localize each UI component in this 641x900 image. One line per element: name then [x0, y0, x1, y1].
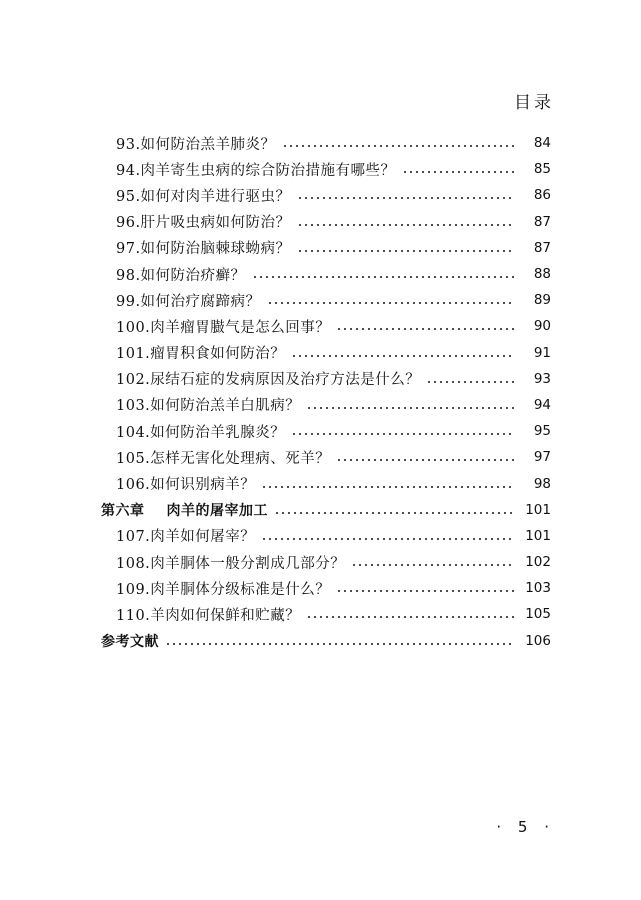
toc-entry-text: 109.肉羊胴体分级标准是什么？ [116, 581, 331, 598]
toc-page-number: 95 [533, 423, 551, 440]
dot-leader [351, 564, 515, 566]
page-number: · 5 · [496, 818, 555, 836]
dot-leader [336, 328, 515, 330]
dot-leader [267, 302, 515, 304]
toc-entry-title [101, 631, 159, 651]
dot-leader [336, 590, 515, 592]
toc-entry-row[interactable] [101, 261, 551, 287]
toc-entry-row[interactable] [101, 130, 551, 156]
dot-leader [297, 197, 515, 199]
toc-page-number: 87 [533, 239, 551, 256]
toc-page-number: 103 [525, 580, 551, 597]
toc-page-number: 97 [533, 449, 551, 466]
toc-entry-text: 93.如何防治羔羊肺炎？ [116, 136, 276, 153]
toc-page-number: 84 [533, 135, 551, 152]
toc-entry-text: 99.如何治疗腐蹄病？ [116, 293, 261, 310]
toc-entry-text: 103.如何防治羔羊白肌病？ [116, 398, 301, 415]
toc-entry-title [116, 421, 285, 442]
toc-entry-title [116, 473, 255, 494]
toc-entry-row[interactable] [101, 235, 551, 261]
toc-entry-title [116, 211, 291, 232]
dot-leader [261, 486, 515, 488]
toc-entry-title [116, 264, 246, 285]
toc-entry-text: 97.如何防治脑棘球蚴病？ [116, 241, 291, 258]
toc-page-number: 101 [525, 501, 551, 518]
toc-entry-row[interactable] [101, 182, 551, 208]
chapter-label: 第六章 [101, 502, 145, 519]
toc-entry-row[interactable] [101, 523, 551, 549]
dot-leader [306, 616, 515, 618]
toc-entry-text: 107.肉羊如何屠宰？ [116, 529, 256, 546]
toc-page-number: 106 [525, 632, 551, 649]
toc-entry-title [116, 316, 330, 337]
dot-leader [291, 433, 515, 435]
dot-leader [291, 355, 515, 357]
page-header-title: 目录 [514, 93, 554, 113]
table-of-contents [101, 130, 551, 654]
toc-entry-title [116, 394, 300, 415]
toc-entry-row[interactable] [101, 366, 551, 392]
toc-entry-title [116, 342, 285, 363]
toc-page-number: 88 [533, 266, 551, 283]
dot-leader [402, 171, 515, 173]
toc-chapter-row[interactable] [101, 628, 551, 654]
toc-entry-text: 108.肉羊胴体一般分割成几部分？ [116, 555, 346, 572]
toc-entry-title [116, 237, 291, 258]
toc-entry-row[interactable] [101, 601, 551, 627]
toc-entry-title [116, 290, 261, 311]
toc-entry-text: 106.如何识别病羊？ [116, 477, 256, 494]
dot-leader [261, 538, 515, 540]
toc-entry-text: 94.肉羊寄生虫病的综合防治措施有哪些？ [116, 162, 396, 179]
toc-entry-text: 110.羊肉如何保鲜和贮藏？ [116, 607, 301, 624]
toc-entry-row[interactable] [101, 156, 551, 182]
toc-page-number: 85 [533, 161, 551, 178]
toc-entry-title [116, 578, 330, 599]
toc-entry-text: 101.瘤胃积食如何防治？ [116, 346, 286, 363]
dot-leader [165, 643, 515, 645]
toc-page-number: 102 [525, 554, 551, 571]
toc-entry-text: 104.如何防治羊乳腺炎？ [116, 424, 286, 441]
toc-entry-title [116, 368, 420, 389]
toc-page-number: 86 [533, 187, 551, 204]
dot-leader [282, 145, 515, 147]
toc-page-number: 89 [533, 292, 551, 309]
toc-entry-text: 肉羊的屠宰加工 [166, 502, 268, 519]
toc-chapter-row[interactable] [101, 497, 551, 523]
toc-entry-row[interactable] [101, 444, 551, 470]
toc-page-number: 87 [533, 213, 551, 230]
toc-entry-row[interactable] [101, 418, 551, 444]
dot-leader [297, 250, 515, 252]
toc-entry-row[interactable] [101, 313, 551, 339]
toc-page-number: 91 [533, 344, 551, 361]
toc-entry-title [116, 604, 300, 625]
toc-entry-title [116, 133, 276, 154]
toc-entry-title [116, 552, 345, 573]
toc-entry-text: 100.肉羊瘤胃臌气是怎么回事？ [116, 319, 331, 336]
toc-entry-row[interactable] [101, 392, 551, 418]
toc-entry-row[interactable] [101, 470, 551, 496]
toc-page-number: 101 [525, 527, 551, 544]
dot-leader [336, 459, 515, 461]
toc-entry-title [116, 447, 330, 468]
toc-page-number: 93 [533, 370, 551, 387]
toc-entry-text: 95.如何对肉羊进行驱虫？ [116, 188, 291, 205]
toc-entry-row[interactable] [101, 209, 551, 235]
toc-page-number: 105 [525, 606, 551, 623]
toc-entry-title [116, 159, 396, 180]
toc-page-number: 94 [533, 396, 551, 413]
toc-entry-row[interactable] [101, 549, 551, 575]
toc-entry-text: 96.肝片吸虫病如何防治？ [116, 215, 291, 232]
toc-entry-title [116, 185, 291, 206]
toc-entry-title [101, 500, 268, 520]
toc-page-number: 90 [533, 318, 551, 335]
toc-entry-row[interactable] [101, 287, 551, 313]
dot-leader [274, 512, 515, 514]
toc-entry-text: 参考文献 [101, 633, 159, 650]
toc-entry-row[interactable] [101, 340, 551, 366]
dot-leader [252, 276, 515, 278]
toc-entry-text: 98.如何防治疥癣？ [116, 267, 246, 284]
toc-entry-row[interactable] [101, 575, 551, 601]
toc-page-number: 98 [533, 475, 551, 492]
dot-leader [426, 381, 515, 383]
dot-leader [297, 224, 515, 226]
toc-entry-text: 102.尿结石症的发病原因及治疗方法是什么？ [116, 372, 421, 389]
dot-leader [306, 407, 515, 409]
toc-entry-title [116, 525, 255, 546]
toc-entry-text: 105.怎样无害化处理病、死羊？ [116, 450, 331, 467]
